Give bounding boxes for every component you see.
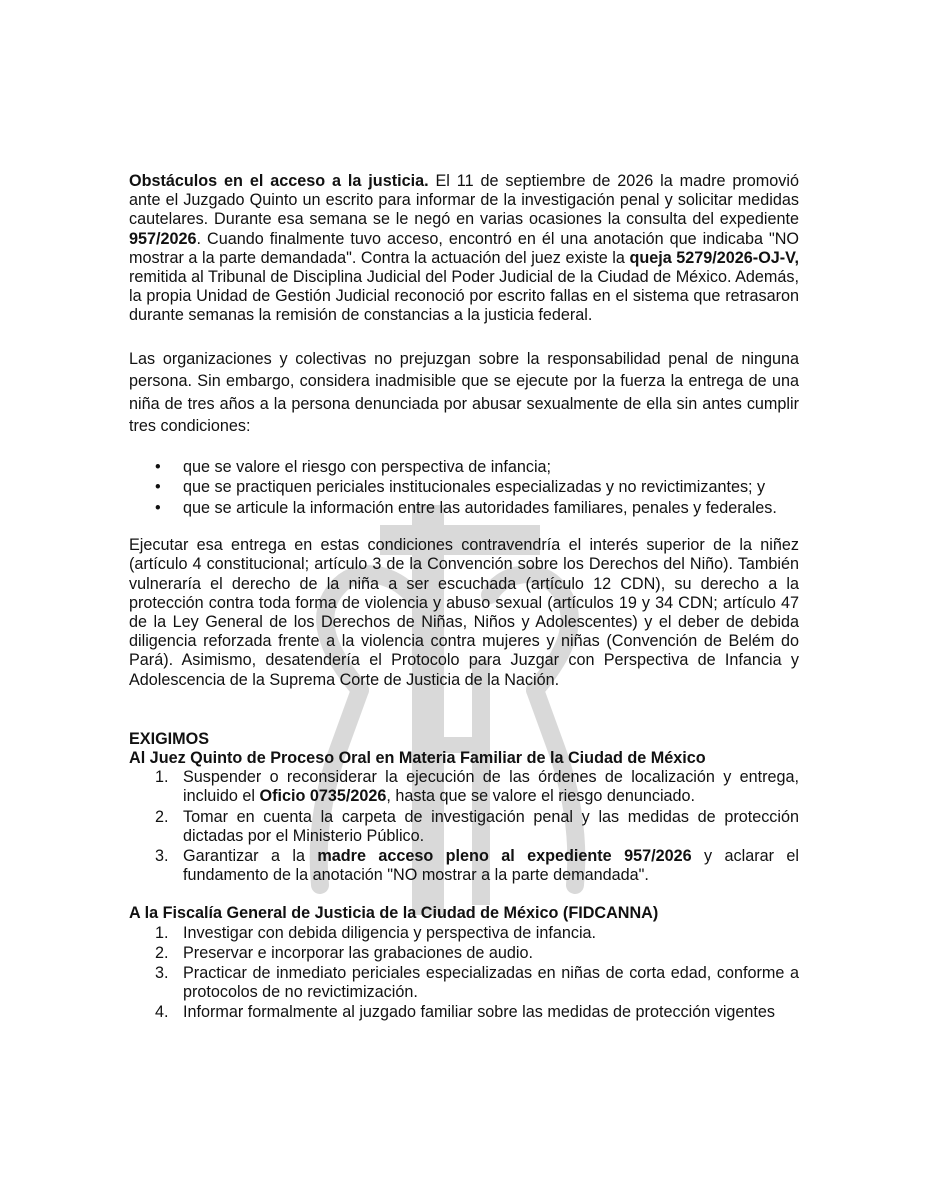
judge-heading: Al Juez Quinto de Proceso Oral en Materia Familiar de la Ciudad de México bbox=[129, 748, 706, 767]
list-item: • que se articule la información entre las autoridades familiares, penales y federales. bbox=[129, 498, 799, 519]
item-text: Investigar con debida diligencia y perspectiva de infancia. bbox=[183, 923, 597, 942]
item-number: 1. bbox=[155, 768, 169, 787]
obstacles-lead: Obstáculos en el acceso a la justicia. bbox=[129, 172, 429, 190]
obstacles-text-3: remitida al Tribunal de Disciplina Judicial del Poder Judicial de la Ciudad de México. Además, la propia Unidad de Gestión Judicial reconoció por escrito fallas en el sistema que retrasaron durante semanas la remisión de constancias a la justicia federal. bbox=[129, 268, 799, 325]
complaint-number: queja 5279/2026-OJ-V, bbox=[629, 248, 799, 267]
obstacles-text-2: . Cuando finalmente tuvo acceso, encontró en él una anotación que indicaba "NO mostrar a la parte demandada". Contra la actuación del juez existe la bbox=[129, 229, 799, 267]
list-item bbox=[129, 944, 799, 963]
case-number: 957/2026 bbox=[129, 229, 197, 248]
item-text: Garantizar a la bbox=[183, 846, 318, 865]
exigimos-heading: EXIGIMOS bbox=[129, 729, 210, 748]
item-text: , hasta que se valore el riesgo denunciado. bbox=[386, 787, 696, 806]
list-item: • que se practiquen periciales institucionales especializadas y no revictimizantes; y bbox=[129, 477, 799, 498]
list-item bbox=[129, 808, 799, 846]
item-bold: madre acceso pleno al expediente 957/2026 bbox=[317, 846, 692, 865]
item-text: Practicar de inmediato periciales especializadas en niñas de corta edad, conforme a protocolos de no revictimización. bbox=[183, 963, 799, 1002]
item-number: 2. bbox=[155, 807, 169, 826]
judge-demands-list bbox=[129, 768, 799, 885]
item-number: 3. bbox=[155, 963, 169, 982]
item-bold: Oficio 0735/2026 bbox=[259, 787, 387, 806]
obstacles-text-1: El 11 de septiembre de 2026 la madre promovió ante el Juzgado Quinto un escrito para informar de la investigación penal y solicitar medidas cautelares. Durante esa semana se le negó en varias ocasiones la consulta del expediente bbox=[129, 172, 799, 229]
list-item bbox=[129, 847, 799, 885]
list-item: • que se valore el riesgo con perspectiva de infancia; bbox=[129, 457, 799, 478]
item-text: Informar formalmente al juzgado familiar sobre las medidas de protección vigentes bbox=[183, 1003, 776, 1022]
item-text: Suspender o reconsiderar la ejecución de las órdenes de localización y entrega, incluido el bbox=[183, 768, 799, 806]
item-number: 1. bbox=[155, 923, 169, 942]
list-item bbox=[129, 964, 799, 1002]
item-number: 3. bbox=[155, 846, 169, 865]
list-item bbox=[129, 768, 799, 806]
fiscalia-demands-list bbox=[129, 924, 799, 1023]
item-text: y aclarar el fundamento de la anotación "NO mostrar a la parte demandada". bbox=[183, 846, 799, 885]
organizations-paragraph: Las organizaciones y colectivas no prejuzgan sobre la responsabilidad penal de ninguna persona. Sin embargo, considera inadmisible que se ejecute por la fuerza la entrega de una niña de tres años a la persona denunciada por abusar sexualmente de ella sin antes cumplir tres condiciones: bbox=[129, 349, 799, 436]
conditions-list bbox=[129, 457, 799, 519]
consequences-paragraph: Ejecutar esa entrega en estas condiciones contravendría el interés superior de la niñez (artículo 4 constitucional; artículo 3 de la Convención sobre los Derechos del Niño). También vulneraría el derecho de la niña a ser escuchada (artículo 12 CDN), su derecho a la protección contra toda forma de violencia y abuso sexual (artículos 19 y 34 CDN; artículo 47 de la Ley General de los Derechos de Niñas, Niños y Adolescentes) y el deber de debida diligencia reforzada frente a la violencia contra mujeres y niñas (Convención de Belém do Pará). Asimismo, desatendería el Protocolo para Juzgar con Perspectiva de Infancia y Adolescencia de la Suprema Corte de Justicia de la Nación. bbox=[129, 536, 799, 689]
item-number: 2. bbox=[155, 943, 169, 962]
fiscalia-heading: A la Fiscalía General de Justicia de la Ciudad de México (FIDCANNA) bbox=[129, 904, 659, 923]
list-item bbox=[129, 1003, 799, 1022]
document-body bbox=[129, 172, 799, 1042]
obstacles-paragraph bbox=[129, 172, 799, 326]
list-item bbox=[129, 924, 799, 943]
item-text: Preservar e incorporar las grabaciones de audio. bbox=[183, 943, 534, 962]
item-number: 4. bbox=[155, 1003, 169, 1022]
item-text: Tomar en cuenta la carpeta de investigación penal y las medidas de protección dictadas por el Ministerio Público. bbox=[183, 807, 799, 845]
